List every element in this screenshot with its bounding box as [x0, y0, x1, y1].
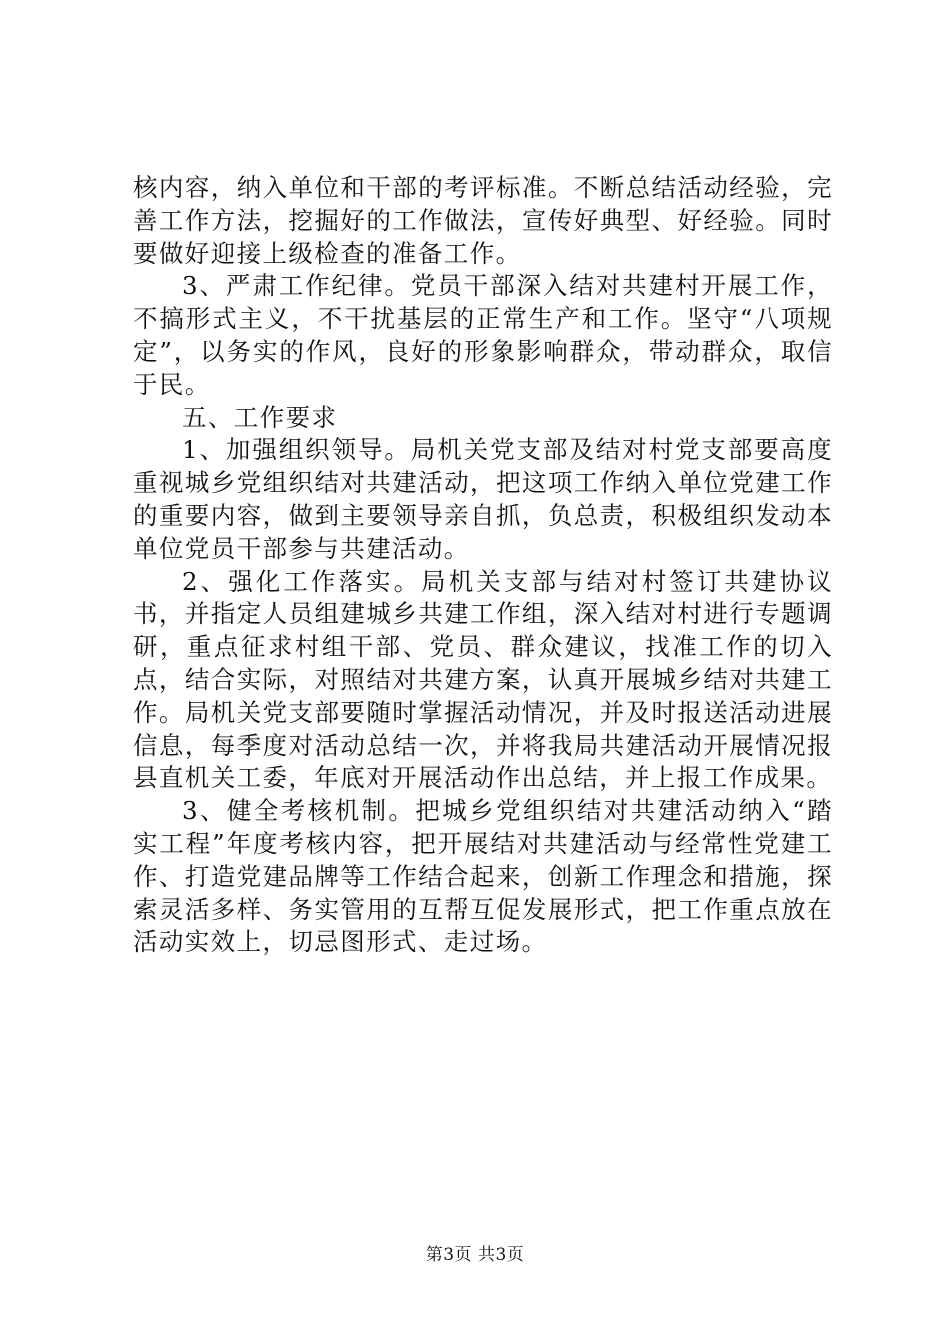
document-body	[133, 172, 833, 959]
page-number-footer: 第3页 共3页	[425, 1245, 525, 1265]
paragraph-strengthen-leadership: 1、加强组织领导。局机关党支部及结对村党支部要高度重视城乡党组织结对共建活动，把这项工作纳入单位党建工作的重要内容，做到主要领导亲自抓，负总责，积极组织发动本单位党员干部参与共建活动。	[133, 435, 833, 563]
paragraph-assessment-mechanism: 3、健全考核机制。把城乡党组织结对共建活动纳入“踏实工程”年度考核内容，把开展结对共建活动与经常性党建工作、打造党建品牌等工作结合起来，创新工作理念和措施，探索灵活多样、务实管用的互帮互促发展形式，把工作重点放在活动实效上，切忌图形式、走过场。	[133, 796, 833, 957]
paragraph-work-discipline: 3、严肃工作纪律。党员干部深入结对共建村开展工作，不搞形式主义，不干扰基层的正常生产和工作。坚守“八项规定”，以务实的作风，良好的形象影响群众，带动群众，取信于民。	[133, 271, 833, 399]
paragraph-continuation: 核内容，纳入单位和干部的考评标准。不断总结活动经验，完善工作方法，挖掘好的工作做法，宣传好典型、好经验。同时要做好迎接上级检查的准备工作。	[133, 173, 833, 268]
section-heading-work-requirements: 五、工作要求	[182, 402, 338, 432]
paragraph-implementation: 2、强化工作落实。局机关支部与结对村签订共建协议书，并指定人员组建城乡共建工作组，深入结对村进行专题调研，重点征求村组干部、党员、群众建议，找准工作的切入点，结合实际，对照结对共建方案，认真开展城乡结对共建工作。局机关党支部要随时掌握活动情况，并及时报送活动进展信息，每季度对活动总结一次，并将我局共建活动开展情况报县直机关工委，年底对开展活动作出总结，并上报工作成果。	[133, 566, 833, 793]
